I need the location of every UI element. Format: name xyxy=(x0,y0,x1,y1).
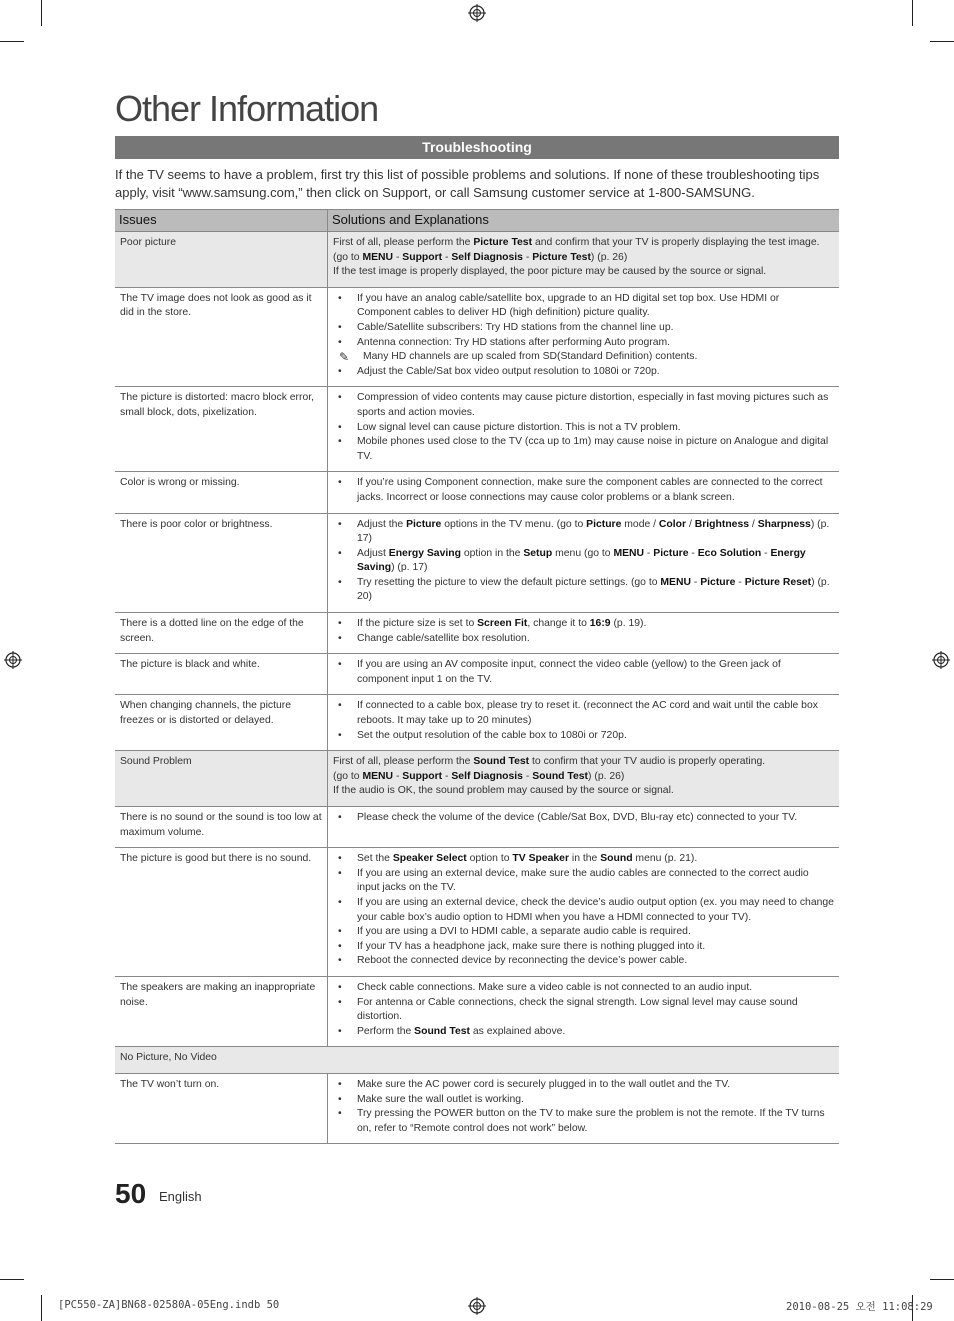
list-item: • If you are using an AV composite input, connect the video cable (yellow) to the Green jack of component input 1 on the TV. xyxy=(333,658,834,687)
solution-list xyxy=(333,981,834,1039)
issue-cell: No Picture, No Video xyxy=(115,1047,839,1074)
table-row xyxy=(115,654,839,695)
registration-mark-icon xyxy=(468,1297,486,1315)
table-row xyxy=(115,848,839,977)
table-row xyxy=(115,613,839,654)
solution-line: First of all, please perform the Sound Test to confirm that your TV audio is properly operating. xyxy=(333,756,766,768)
list-item: • Adjust the Cable/Sat box video output resolution to 1080i or 720p. xyxy=(333,365,834,380)
list-item: • If you are using a DVI to HDMI cable, a separate audio cable is required. xyxy=(333,925,834,940)
solution-list xyxy=(333,1078,834,1136)
crop-mark xyxy=(0,1279,24,1280)
table-body xyxy=(115,232,839,1144)
table-row xyxy=(115,287,839,387)
solution-cell xyxy=(328,387,840,472)
solution-list xyxy=(333,811,834,826)
list-item: • If you’re using Component connection, make sure the component cables are connected to the correct jacks. Incorrect or loose connections may cause color problems or a blank screen. xyxy=(333,476,834,505)
solution-list xyxy=(333,518,834,606)
list-item: • Cable/Satellite subscribers: Try HD stations from the channel line up. xyxy=(333,321,834,336)
print-timestamp: 2010-08-25 오전 11:08:29 xyxy=(786,1301,933,1313)
issue-cell: The picture is good but there is no sound. xyxy=(115,848,328,977)
registration-mark-icon xyxy=(468,4,486,22)
crop-mark xyxy=(0,41,24,42)
list-item: • Low signal level can cause picture distortion. This is not a TV problem. xyxy=(333,421,834,436)
solution-line: First of all, please perform the Picture Test and confirm that your TV is properly displaying the test image. xyxy=(333,237,820,248)
note-item: ✎ Many HD channels are up scaled from SD(Standard Definition) contents. xyxy=(333,350,834,365)
list-item: • Mobile phones used close to the TV (cca up to 1m) may cause noise in picture on Analogue and digital TV. xyxy=(333,435,834,464)
solution-cell xyxy=(328,472,840,513)
page-language: English xyxy=(159,1189,202,1204)
crop-mark xyxy=(930,41,954,42)
list-item: • Compression of video contents may cause picture distortion, especially in fast moving pictures such as sports and action movies. xyxy=(333,391,834,420)
crop-mark xyxy=(41,0,42,26)
list-item: • Adjust Energy Saving option in the Setup menu (go to MENU - Picture - Eco Solution - Energy Saving) (p. 17) xyxy=(333,547,834,576)
list-item: • If you are using an external device, make sure the audio cables are connected to the correct audio input jacks on the TV. xyxy=(333,867,834,896)
issue-cell: Poor picture xyxy=(115,232,328,288)
page-title: Other Information xyxy=(115,88,379,129)
list-item: • Make sure the AC power cord is securely plugged in to the wall outlet and the TV. xyxy=(333,1078,834,1093)
intro-paragraph: If the TV seems to have a problem, first try this list of possible problems and solutions. If none of these troubleshooting tips apply, visit “www.samsung.com,” then click on Support, or call Samsung customer service at 1-800-SAMSUNG. xyxy=(115,167,820,200)
issue-cell: Color is wrong or missing. xyxy=(115,472,328,513)
list-item: • Adjust the Picture options in the TV menu. (go to Picture mode / Color / Brightness / Sharpness) (p. 17) xyxy=(333,518,834,547)
table-row xyxy=(115,807,839,848)
solution-list xyxy=(333,699,834,743)
table-row xyxy=(115,232,839,288)
solution-cell xyxy=(328,1073,840,1143)
table-row xyxy=(115,1047,839,1074)
column-header-solutions: Solutions and Explanations xyxy=(328,210,840,232)
list-item: • If connected to a cable box, please try to reset it. (reconnect the AC cord and wait until the cable box reboots. It may take up to 20 minutes) xyxy=(333,699,834,728)
solution-list xyxy=(333,476,834,505)
troubleshooting-table xyxy=(115,209,839,1144)
print-file-info: [PC550-ZA]BN68-02580A-05Eng.indb 50 xyxy=(58,1299,280,1311)
solution-cell xyxy=(328,287,840,387)
table-header-row xyxy=(115,210,839,232)
crop-mark xyxy=(41,1295,42,1321)
section-banner: Troubleshooting xyxy=(115,136,839,159)
list-item: • Antenna connection: Try HD stations after performing Auto program. xyxy=(333,336,834,351)
list-item: • Please check the volume of the device (Cable/Sat Box, DVD, Blu-ray etc) connected to your TV. xyxy=(333,811,834,826)
solution-cell xyxy=(328,654,840,695)
crop-mark xyxy=(930,1279,954,1280)
issue-cell: The speakers are making an inappropriate noise. xyxy=(115,976,328,1046)
solution-cell xyxy=(328,976,840,1046)
solution-cell xyxy=(328,695,840,751)
solution-cell xyxy=(328,613,840,654)
solution-cell xyxy=(328,751,840,807)
list-item: • Set the output resolution of the cable box to 1080i or 720p. xyxy=(333,729,834,744)
solution-list xyxy=(333,617,834,646)
issue-cell: The picture is distorted: macro block error, small block, dots, pixelization. xyxy=(115,387,328,472)
list-item: • Set the Speaker Select option to TV Speaker in the Sound menu (p. 21). xyxy=(333,852,834,867)
solution-cell xyxy=(328,807,840,848)
issue-cell: There is poor color or brightness. xyxy=(115,513,328,613)
solution-line: (go to MENU - Support - Self Diagnosis - Picture Test) (p. 26) xyxy=(333,251,628,263)
table-row xyxy=(115,472,839,513)
solution-list xyxy=(333,391,834,464)
issue-cell: The picture is black and white. xyxy=(115,654,328,695)
list-item: • Reboot the connected device by reconnecting the device’s power cable. xyxy=(333,954,834,969)
issue-cell: There is a dotted line on the edge of the screen. xyxy=(115,613,328,654)
list-item: • Try resetting the picture to view the default picture settings. (go to MENU - Picture - Picture Reset) (p. 20) xyxy=(333,576,834,605)
solution-line: If the test image is properly displayed, the poor picture may be caused by the source or signal. xyxy=(333,266,767,278)
list-item: • Check cable connections. Make sure a video cable is not connected to an audio input. xyxy=(333,981,834,996)
list-item: • Try pressing the POWER button on the TV to make sure the problem is not the remote. If the TV turns on, refer to “Remote control does not work” below. xyxy=(333,1107,834,1136)
crop-mark xyxy=(912,0,913,26)
solution-cell xyxy=(328,513,840,613)
table-row xyxy=(115,1073,839,1143)
list-item: • Change cable/satellite box resolution. xyxy=(333,632,834,647)
registration-mark-icon xyxy=(932,651,950,669)
list-item: • Perform the Sound Test as explained above. xyxy=(333,1025,834,1040)
list-item: • If the picture size is set to Screen Fit, change it to 16:9 (p. 19). xyxy=(333,617,834,632)
solution-cell xyxy=(328,232,840,288)
issue-cell: When changing channels, the picture freezes or is distorted or delayed. xyxy=(115,695,328,751)
solution-list xyxy=(333,852,834,969)
table-row xyxy=(115,513,839,613)
list-item: • If you have an analog cable/satellite box, upgrade to an HD digital set top box. Use HDMI or Component cables to deliver HD (high definition) picture quality. xyxy=(333,292,834,321)
table-row xyxy=(115,976,839,1046)
solution-list xyxy=(333,658,834,687)
table-row xyxy=(115,387,839,472)
column-header-issues: Issues xyxy=(115,210,328,232)
registration-mark-icon xyxy=(4,651,22,669)
issue-cell: The TV image does not look as good as it did in the store. xyxy=(115,287,328,387)
issue-cell: There is no sound or the sound is too low at maximum volume. xyxy=(115,807,328,848)
page-number: 50 xyxy=(115,1178,147,1209)
solution-line: (go to MENU - Support - Self Diagnosis - Sound Test) (p. 26) xyxy=(333,770,625,782)
list-item: • For antenna or Cable connections, check the signal strength. Low signal level may cause sound distortion. xyxy=(333,996,834,1025)
table-row xyxy=(115,751,839,807)
table-row xyxy=(115,695,839,751)
solution-cell xyxy=(328,848,840,977)
list-item: • If you are using an external device, check the device’s audio output option (ex. you may need to change your cable box’s audio option to HDMI when you have a HDMI connected to your TV). xyxy=(333,896,834,925)
solution-list xyxy=(333,292,834,380)
issue-cell: Sound Problem xyxy=(115,751,328,807)
issue-cell: The TV won’t turn on. xyxy=(115,1073,328,1143)
solution-line: If the audio is OK, the sound problem may caused by the source or signal. xyxy=(333,785,674,797)
list-item: • If your TV has a headphone jack, make sure there is nothing plugged into it. xyxy=(333,940,834,955)
list-item: • Make sure the wall outlet is working. xyxy=(333,1093,834,1108)
